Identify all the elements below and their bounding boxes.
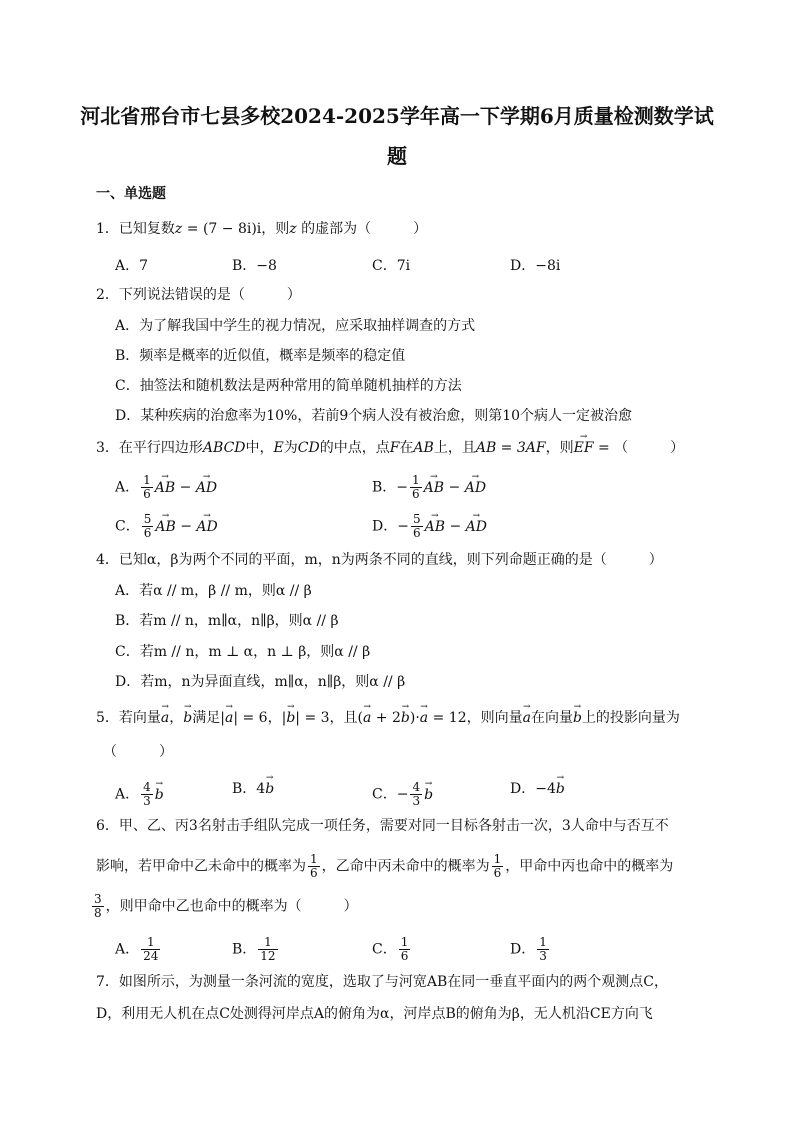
q2-option-c: C．抽签法和随机数法是两种常用的简单随机抽样的方法 [115, 378, 462, 394]
q5-option-d: D．−4→ b [510, 781, 565, 797]
q3-option-d: D．− $\frac{5}{6}$ → AB − → AD [372, 513, 487, 540]
question-5-stem-cont: （ ） [103, 744, 173, 760]
question-7-line1: 7．如图所示，为测量一条河流的宽度，选取了与河宽AB在同一垂直平面内的两个观测点C， [96, 974, 669, 990]
q3-option-c: C． $\frac{5}{6}$ → AB − → AD [115, 513, 218, 540]
exam-title-line1: 河北省邢台市七县多校2024-2025学年高一下学期6月质量检测数学试 [80, 104, 714, 128]
q2-option-a: A．为了解我国中学生的视力情况，应采取抽样调查的方式 [115, 318, 476, 334]
question-5-stem: 5．若向量→ a，→ b满足|→ a| = 6，|→ b| = 3，且(→ a + 2→ b)·→ a = 12，则向量→ a在向量→ b上的投影向量为 [96, 710, 680, 726]
q5-option-b: B．4→ b [232, 781, 274, 797]
q3-option-a: A． $\frac{1}{6}$ → AB − → AD [115, 474, 217, 501]
q4-option-a: A．若α // m，β // m，则α // β [115, 583, 312, 599]
q6-option-d: D． $\frac{1}{3}$ [510, 935, 547, 963]
question-6-line1: 6．甲、乙、丙3名射击手组队完成一项任务，需要对同一目标各射击一次，3人命中与否互不 [96, 818, 669, 834]
question-3-stem: 3．在平行四边形ABCD中，E为CD的中点，点F在AB上，且AB = 3AF，则→ EF = （ ） [96, 440, 684, 456]
question-1-stem: 1．已知复数z = (7 − 8i)i，则z 的虚部为（ ） [96, 221, 428, 237]
q1-option-d: D．−8i [510, 258, 561, 274]
q3-option-b: B．− $\frac{1}{6}$ → AB − → AD [372, 474, 486, 501]
q1-option-a: A．7 [115, 258, 149, 274]
q4-option-c: C．若m // n，m ⊥ α，n ⊥ β，则α // β [115, 644, 371, 660]
q5-option-c: C．− $\frac{4}{3}$ → b [372, 781, 433, 808]
q6-option-b: B． $\frac{1}{12}$ [232, 935, 276, 963]
question-6-line2: 影响，若甲命中乙未命中的概率为 $\frac{1}{6}$ ，乙命中丙未命中的概率为 $\frac{1}{6}$ ，甲命中丙也命中的概率为 [96, 852, 674, 880]
question-7-line2: D，利用无人机在点C处测得河岸点A的俯角为α，河岸点B的俯角为β，无人机沿CE方向飞 [96, 1006, 653, 1022]
question-4-stem: 4．已知α，β为两个不同的平面，m，n为两条不同的直线，则下列命题正确的是（ ） [96, 552, 663, 568]
q1-option-c: C．7i [372, 258, 411, 274]
q4-option-b: B．若m // n，m∥α，n∥β，则α // β [115, 613, 339, 629]
q4-option-d: D．若m，n为异面直线，m∥α，n∥β，则α // β [115, 674, 406, 690]
q5-option-a: A． $\frac{4}{3}$ → b [115, 781, 164, 808]
q2-option-b: B．频率是概率的近似值，概率是频率的稳定值 [115, 348, 406, 364]
question-2-stem: 2．下列说法错误的是（ ） [96, 287, 301, 303]
q6-option-a: A． $\frac{1}{24}$ [115, 935, 159, 963]
section-heading: 一、单选题 [96, 186, 166, 202]
question-6-line3: $\frac{3}{8}$ ，则甲命中乙也命中的概率为（ ） [94, 892, 358, 920]
q6-option-c: C． $\frac{1}{6}$ [372, 935, 409, 963]
exam-title-line2: 题 [387, 144, 407, 168]
q2-option-d: D．某种疾病的治愈率为10%，若前9个病人没有被治愈，则第10个病人一定被治愈 [115, 408, 633, 424]
q1-option-b: B．−8 [232, 258, 277, 274]
